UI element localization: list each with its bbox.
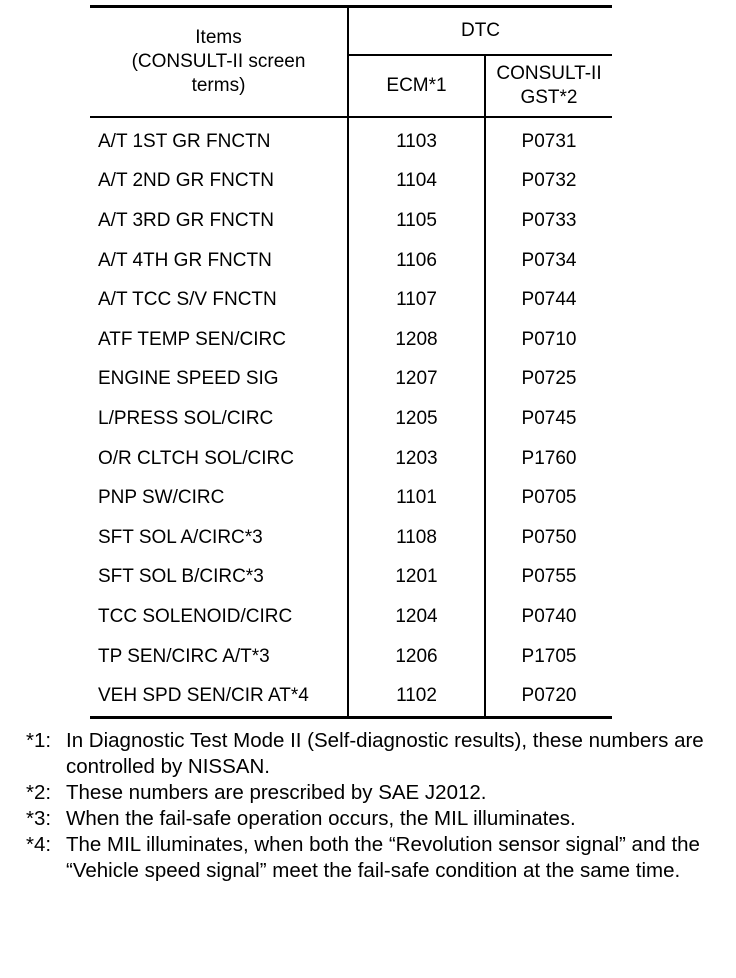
gst-cell: P0744 bbox=[521, 289, 577, 311]
items-header-line: Items bbox=[195, 27, 242, 48]
item-cell: TCC SOLENOID/CIRC bbox=[90, 597, 348, 637]
footnote-mark: *4: bbox=[26, 833, 52, 856]
ecm-cell: 1208 bbox=[348, 320, 485, 360]
dtc-group-header: DTC bbox=[348, 7, 612, 56]
ecm-cell: 1104 bbox=[348, 162, 485, 202]
footnote-mark: *1: bbox=[26, 729, 52, 752]
footnote bbox=[26, 832, 716, 884]
ecm-column-header: ECM*1 bbox=[348, 55, 485, 117]
item-cell: A/T 2ND GR FNCTN bbox=[90, 162, 348, 202]
footnotes bbox=[26, 728, 716, 884]
footnote-mark: *2: bbox=[26, 781, 52, 804]
gst-cell: P0734 bbox=[521, 249, 577, 271]
footnote-text: The MIL illuminates, when both the “Revolution sensor signal” and the “Vehicle speed signal” meet the fail-safe condition at the same time. bbox=[66, 833, 700, 882]
table-row bbox=[90, 518, 612, 558]
table-row bbox=[90, 201, 612, 241]
table-row bbox=[90, 558, 612, 598]
gst-cell: P0755 bbox=[521, 566, 577, 588]
footnote-text: When the fail-safe operation occurs, the MIL illuminates. bbox=[66, 807, 576, 830]
dtc-table-container bbox=[90, 5, 612, 719]
items-column-header bbox=[90, 7, 348, 118]
item-cell: VEH SPD SEN/CIR AT*4 bbox=[90, 676, 348, 717]
ecm-cell: 1106 bbox=[348, 241, 485, 281]
table-row bbox=[90, 439, 612, 479]
item-cell: O/R CLTCH SOL/CIRC bbox=[90, 439, 348, 479]
item-cell: L/PRESS SOL/CIRC bbox=[90, 399, 348, 439]
table-row bbox=[90, 241, 612, 281]
item-cell: A/T 3RD GR FNCTN bbox=[90, 201, 348, 241]
ecm-cell: 1201 bbox=[348, 558, 485, 598]
ecm-cell: 1108 bbox=[348, 518, 485, 558]
table-row bbox=[90, 117, 612, 162]
footnote-text: These numbers are prescribed by SAE J2012. bbox=[66, 781, 487, 804]
dtc-table bbox=[90, 5, 612, 719]
ecm-cell: 1203 bbox=[348, 439, 485, 479]
ecm-cell: 1101 bbox=[348, 478, 485, 518]
table-row bbox=[90, 676, 612, 717]
table-row bbox=[90, 597, 612, 637]
footnote-text: In Diagnostic Test Mode II (Self-diagnostic results), these numbers are controlled by NISSAN. bbox=[66, 729, 704, 778]
item-cell: TP SEN/CIRC A/T*3 bbox=[90, 637, 348, 677]
item-cell: ATF TEMP SEN/CIRC bbox=[90, 320, 348, 360]
table-row bbox=[90, 399, 612, 439]
gst-cell: P0733 bbox=[521, 209, 577, 231]
gst-header-line: CONSULT-II bbox=[496, 63, 602, 84]
gst-cell: P0745 bbox=[521, 407, 577, 429]
table-row bbox=[90, 280, 612, 320]
footnote bbox=[26, 806, 716, 832]
table-row bbox=[90, 360, 612, 400]
gst-cell: P1760 bbox=[521, 447, 577, 469]
gst-cell: P1705 bbox=[521, 645, 577, 667]
ecm-cell: 1206 bbox=[348, 637, 485, 677]
items-header-line: terms) bbox=[191, 75, 246, 96]
footnote bbox=[26, 728, 716, 780]
item-cell: ENGINE SPEED SIG bbox=[90, 360, 348, 400]
gst-cell: P0710 bbox=[521, 328, 577, 350]
gst-cell: P0732 bbox=[521, 170, 577, 192]
table-row bbox=[90, 478, 612, 518]
gst-cell: P0731 bbox=[521, 130, 577, 152]
ecm-cell: 1205 bbox=[348, 399, 485, 439]
table-row bbox=[90, 320, 612, 360]
ecm-cell: 1103 bbox=[348, 117, 485, 162]
gst-cell: P0725 bbox=[521, 368, 577, 390]
item-cell: PNP SW/CIRC bbox=[90, 478, 348, 518]
gst-column-header bbox=[485, 55, 612, 117]
gst-header-line: GST*2 bbox=[520, 87, 578, 108]
dtc-table-body bbox=[90, 117, 612, 717]
ecm-cell: 1105 bbox=[348, 201, 485, 241]
table-row bbox=[90, 637, 612, 677]
item-cell: SFT SOL A/CIRC*3 bbox=[90, 518, 348, 558]
ecm-cell: 1207 bbox=[348, 360, 485, 400]
footnote-mark: *3: bbox=[26, 807, 52, 830]
gst-cell: P0740 bbox=[521, 605, 577, 627]
gst-cell: P0750 bbox=[521, 526, 577, 548]
item-cell: A/T 4TH GR FNCTN bbox=[90, 241, 348, 281]
ecm-cell: 1204 bbox=[348, 597, 485, 637]
gst-cell: P0720 bbox=[521, 685, 577, 707]
ecm-cell: 1102 bbox=[348, 676, 485, 717]
gst-cell: P0705 bbox=[521, 487, 577, 509]
item-cell: SFT SOL B/CIRC*3 bbox=[90, 558, 348, 598]
item-cell: A/T 1ST GR FNCTN bbox=[90, 117, 348, 162]
items-header-line: (CONSULT-II screen bbox=[131, 51, 306, 72]
item-cell: A/T TCC S/V FNCTN bbox=[90, 280, 348, 320]
ecm-cell: 1107 bbox=[348, 280, 485, 320]
table-row bbox=[90, 162, 612, 202]
footnote bbox=[26, 780, 716, 806]
